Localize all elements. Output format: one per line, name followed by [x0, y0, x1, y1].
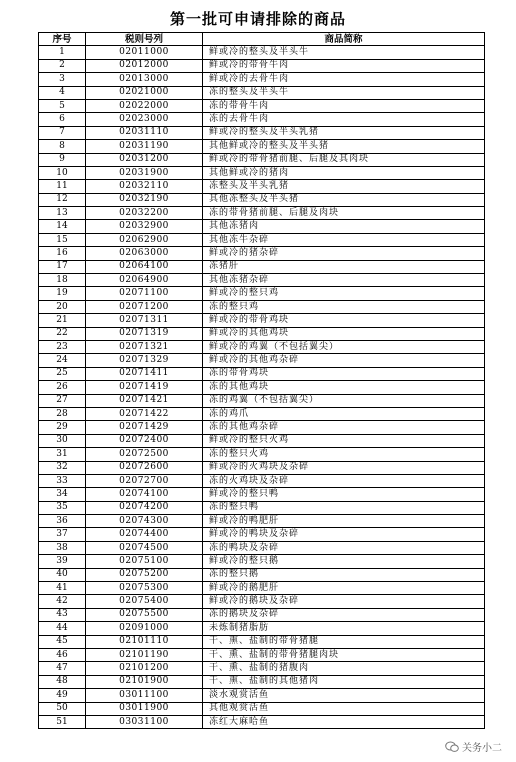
cell-serial-no: 7 — [39, 126, 86, 139]
table-row — [39, 300, 485, 313]
cell-tariff-code: 02071321 — [86, 340, 203, 353]
cell-product-name: 冻的鸡翼（不包括翼尖） — [203, 394, 485, 407]
cell-serial-no: 4 — [39, 86, 86, 99]
cell-product-name: 其他鲜或冷的猪肉 — [203, 166, 485, 179]
cell-tariff-code: 02032110 — [86, 180, 203, 193]
cell-product-name: 鲜或冷的鹅块及杂碎 — [203, 595, 485, 608]
cell-tariff-code: 02032900 — [86, 220, 203, 233]
cell-serial-no: 20 — [39, 300, 86, 313]
table-row — [39, 59, 485, 72]
cell-product-name: 其他冻牛杂碎 — [203, 233, 485, 246]
cell-product-name: 鲜或冷的带骨牛肉 — [203, 59, 485, 72]
cell-serial-no: 30 — [39, 434, 86, 447]
cell-tariff-code: 02074500 — [86, 541, 203, 554]
cell-tariff-code: 02064100 — [86, 260, 203, 273]
cell-serial-no: 17 — [39, 260, 86, 273]
table-row — [39, 220, 485, 233]
cell-serial-no: 39 — [39, 555, 86, 568]
cell-product-name: 其他冻整头及半头猪 — [203, 193, 485, 206]
table-row — [39, 86, 485, 99]
cell-tariff-code: 02071429 — [86, 421, 203, 434]
cell-product-name: 鲜或冷的整只鹅 — [203, 555, 485, 568]
cell-tariff-code: 02075500 — [86, 608, 203, 621]
cell-serial-no: 41 — [39, 582, 86, 595]
cell-serial-no: 36 — [39, 515, 86, 528]
cell-tariff-code: 02072500 — [86, 448, 203, 461]
cell-product-name: 冻的火鸡块及杂碎 — [203, 474, 485, 487]
cell-serial-no: 10 — [39, 166, 86, 179]
table-row — [39, 113, 485, 126]
cell-tariff-code: 02062900 — [86, 233, 203, 246]
cell-tariff-code: 02075300 — [86, 582, 203, 595]
cell-product-name: 鲜或冷的整头及半头牛 — [203, 46, 485, 59]
table-row — [39, 354, 485, 367]
cell-tariff-code: 03031100 — [86, 715, 203, 728]
cell-product-name: 冻的去骨牛肉 — [203, 113, 485, 126]
cell-product-name: 鲜或冷的带骨猪前腿、后腿及其肉块 — [203, 153, 485, 166]
cell-tariff-code: 02101110 — [86, 635, 203, 648]
page-title: 第一批可申请排除的商品 — [169, 10, 346, 28]
cell-product-name: 冻的整只鸭 — [203, 501, 485, 514]
cell-product-name: 鲜或冷的其他鸡杂碎 — [203, 354, 485, 367]
cell-serial-no: 29 — [39, 421, 86, 434]
cell-serial-no: 48 — [39, 675, 86, 688]
cell-product-name: 鲜或冷的火鸡块及杂碎 — [203, 461, 485, 474]
cell-product-name: 鲜或冷的整只鸡 — [203, 287, 485, 300]
cell-tariff-code: 02071100 — [86, 287, 203, 300]
table-row — [39, 528, 485, 541]
cell-serial-no: 11 — [39, 180, 86, 193]
cell-tariff-code: 02031190 — [86, 140, 203, 153]
cell-product-name: 未炼制猪脂肪 — [203, 622, 485, 635]
table-row — [39, 635, 485, 648]
cell-serial-no: 50 — [39, 702, 86, 715]
table-row — [39, 568, 485, 581]
cell-tariff-code: 02074200 — [86, 501, 203, 514]
table-row — [39, 407, 485, 420]
cell-product-name: 其他观赏活鱼 — [203, 702, 485, 715]
cell-product-name: 鲜或冷的鸭肥肝 — [203, 515, 485, 528]
cell-product-name: 鲜或冷的鹅肥肝 — [203, 582, 485, 595]
table-row — [39, 715, 485, 728]
cell-serial-no: 31 — [39, 448, 86, 461]
table-row — [39, 648, 485, 661]
table-row — [39, 474, 485, 487]
table-row — [39, 193, 485, 206]
cell-serial-no: 28 — [39, 407, 86, 420]
cell-tariff-code: 02023000 — [86, 113, 203, 126]
cell-product-name: 冻的带骨牛肉 — [203, 99, 485, 112]
cell-product-name: 冻整头及半头乳猪 — [203, 180, 485, 193]
cell-serial-no: 16 — [39, 247, 86, 260]
cell-tariff-code: 02091000 — [86, 622, 203, 635]
cell-tariff-code: 02072700 — [86, 474, 203, 487]
cell-product-name: 其他鲜或冷的整头及半头猪 — [203, 140, 485, 153]
table-row — [39, 448, 485, 461]
cell-tariff-code: 02072400 — [86, 434, 203, 447]
cell-product-name: 鲜或冷的带骨鸡块 — [203, 314, 485, 327]
cell-product-name: 鲜或冷的鸡翼（不包括翼尖） — [203, 340, 485, 353]
cell-serial-no: 27 — [39, 394, 86, 407]
cell-serial-no: 25 — [39, 367, 86, 380]
cell-serial-no: 42 — [39, 595, 86, 608]
table-row — [39, 488, 485, 501]
cell-tariff-code: 03011900 — [86, 702, 203, 715]
table-row — [39, 675, 485, 688]
table-row — [39, 153, 485, 166]
table-row — [39, 207, 485, 220]
cell-product-name: 冻的鹅块及杂碎 — [203, 608, 485, 621]
table-row — [39, 461, 485, 474]
table-row — [39, 662, 485, 675]
table-row — [39, 126, 485, 139]
table-row — [39, 555, 485, 568]
table-row — [39, 327, 485, 340]
cell-product-name: 鲜或冷的整只火鸡 — [203, 434, 485, 447]
cell-tariff-code: 02063000 — [86, 247, 203, 260]
table-row — [39, 608, 485, 621]
cell-product-name: 鲜或冷的其他鸡块 — [203, 327, 485, 340]
cell-serial-no: 44 — [39, 622, 86, 635]
cell-serial-no: 5 — [39, 99, 86, 112]
cell-tariff-code: 02011000 — [86, 46, 203, 59]
table-row — [39, 260, 485, 273]
cell-tariff-code: 02075200 — [86, 568, 203, 581]
cell-tariff-code: 02031900 — [86, 166, 203, 179]
cell-tariff-code: 02012000 — [86, 59, 203, 72]
cell-product-name: 冻的带骨猪前腿、后腿及肉块 — [203, 207, 485, 220]
cell-product-name: 冻的其他鸡杂碎 — [203, 421, 485, 434]
cell-product-name: 鲜或冷的去骨牛肉 — [203, 73, 485, 86]
header-serial-no: 序号 — [39, 33, 86, 46]
cell-tariff-code: 02101900 — [86, 675, 203, 688]
cell-tariff-code: 02064900 — [86, 274, 203, 287]
table-header-row — [39, 33, 485, 46]
cell-serial-no: 35 — [39, 501, 86, 514]
cell-serial-no: 37 — [39, 528, 86, 541]
cell-product-name: 其他冻猪杂碎 — [203, 274, 485, 287]
cell-serial-no: 3 — [39, 73, 86, 86]
cell-product-name: 鲜或冷的整只鸭 — [203, 488, 485, 501]
cell-serial-no: 21 — [39, 314, 86, 327]
cell-serial-no: 32 — [39, 461, 86, 474]
cell-serial-no: 15 — [39, 233, 86, 246]
cell-serial-no: 22 — [39, 327, 86, 340]
cell-product-name: 干、熏、盐制的猪腹肉 — [203, 662, 485, 675]
cell-tariff-code: 02071311 — [86, 314, 203, 327]
table-row — [39, 394, 485, 407]
cell-serial-no: 49 — [39, 689, 86, 702]
table-row — [39, 595, 485, 608]
cell-product-name: 淡水观赏活鱼 — [203, 689, 485, 702]
cell-tariff-code: 02031110 — [86, 126, 203, 139]
cell-tariff-code: 02032190 — [86, 193, 203, 206]
table-row — [39, 689, 485, 702]
cell-tariff-code: 03011100 — [86, 689, 203, 702]
wechat-icon — [445, 741, 459, 753]
cell-tariff-code: 02021000 — [86, 86, 203, 99]
cell-tariff-code: 02074400 — [86, 528, 203, 541]
table-row — [39, 340, 485, 353]
cell-product-name: 冻的整头及半头牛 — [203, 86, 485, 99]
cell-serial-no: 8 — [39, 140, 86, 153]
cell-serial-no: 19 — [39, 287, 86, 300]
cell-tariff-code: 02075400 — [86, 595, 203, 608]
table-row — [39, 166, 485, 179]
table-row — [39, 582, 485, 595]
cell-tariff-code: 02075100 — [86, 555, 203, 568]
cell-serial-no: 14 — [39, 220, 86, 233]
cell-product-name: 冻的整只鸡 — [203, 300, 485, 313]
cell-serial-no: 1 — [39, 46, 86, 59]
cell-tariff-code: 02071422 — [86, 407, 203, 420]
cell-tariff-code: 02071421 — [86, 394, 203, 407]
cell-tariff-code: 02101200 — [86, 662, 203, 675]
cell-serial-no: 33 — [39, 474, 86, 487]
table-row — [39, 274, 485, 287]
cell-serial-no: 40 — [39, 568, 86, 581]
header-product-name: 商品简称 — [203, 33, 485, 46]
cell-product-name: 干、熏、盐制的其他猪肉 — [203, 675, 485, 688]
cell-product-name: 冻的带骨鸡块 — [203, 367, 485, 380]
cell-tariff-code: 02022000 — [86, 99, 203, 112]
cell-serial-no: 51 — [39, 715, 86, 728]
cell-serial-no: 24 — [39, 354, 86, 367]
cell-serial-no: 43 — [39, 608, 86, 621]
cell-serial-no: 2 — [39, 59, 86, 72]
cell-product-name: 干、熏、盐制的带骨猪腿 — [203, 635, 485, 648]
cell-product-name: 冻的鸡爪 — [203, 407, 485, 420]
cell-serial-no: 38 — [39, 541, 86, 554]
table-row — [39, 622, 485, 635]
cell-serial-no: 34 — [39, 488, 86, 501]
table-row — [39, 99, 485, 112]
cell-serial-no: 23 — [39, 340, 86, 353]
cell-tariff-code: 02013000 — [86, 73, 203, 86]
watermark — [445, 739, 502, 754]
table-row — [39, 421, 485, 434]
table-row — [39, 180, 485, 193]
table-row — [39, 287, 485, 300]
cell-product-name: 冻红大麻哈鱼 — [203, 715, 485, 728]
cell-product-name: 鲜或冷的鸭块及杂碎 — [203, 528, 485, 541]
table-row — [39, 233, 485, 246]
cell-tariff-code: 02071319 — [86, 327, 203, 340]
goods-table — [38, 32, 485, 729]
table-row — [39, 46, 485, 59]
cell-product-name: 冻的整只火鸡 — [203, 448, 485, 461]
table-row — [39, 73, 485, 86]
table-row — [39, 434, 485, 447]
cell-tariff-code: 02074300 — [86, 515, 203, 528]
cell-serial-no: 13 — [39, 207, 86, 220]
cell-product-name: 冻的整只鹅 — [203, 568, 485, 581]
cell-serial-no: 47 — [39, 662, 86, 675]
cell-product-name: 冻猪肝 — [203, 260, 485, 273]
table-row — [39, 314, 485, 327]
table-row — [39, 140, 485, 153]
cell-tariff-code: 02071329 — [86, 354, 203, 367]
cell-product-name: 冻的鸭块及杂碎 — [203, 541, 485, 554]
cell-serial-no: 18 — [39, 274, 86, 287]
cell-tariff-code: 02031200 — [86, 153, 203, 166]
table-row — [39, 501, 485, 514]
cell-product-name: 鲜或冷的整头及半头乳猪 — [203, 126, 485, 139]
cell-tariff-code: 02072600 — [86, 461, 203, 474]
cell-tariff-code: 02071411 — [86, 367, 203, 380]
cell-product-name: 冻的其他鸡块 — [203, 381, 485, 394]
cell-tariff-code: 02101190 — [86, 648, 203, 661]
cell-product-name: 其他冻猪肉 — [203, 220, 485, 233]
table-row — [39, 515, 485, 528]
table-row — [39, 247, 485, 260]
cell-serial-no: 12 — [39, 193, 86, 206]
table-row — [39, 367, 485, 380]
cell-tariff-code: 02032200 — [86, 207, 203, 220]
watermark-text: 关务小二 — [462, 743, 502, 754]
cell-serial-no: 26 — [39, 381, 86, 394]
cell-tariff-code: 02071419 — [86, 381, 203, 394]
table-row — [39, 381, 485, 394]
table-row — [39, 702, 485, 715]
cell-serial-no: 9 — [39, 153, 86, 166]
cell-serial-no: 6 — [39, 113, 86, 126]
cell-product-name: 干、熏、盐制的带骨猪腿肉块 — [203, 648, 485, 661]
cell-serial-no: 46 — [39, 648, 86, 661]
cell-tariff-code: 02071200 — [86, 300, 203, 313]
header-tariff-code: 税则号列 — [86, 33, 203, 46]
cell-serial-no: 45 — [39, 635, 86, 648]
cell-product-name: 鲜或冷的猪杂碎 — [203, 247, 485, 260]
cell-tariff-code: 02074100 — [86, 488, 203, 501]
table-row — [39, 541, 485, 554]
